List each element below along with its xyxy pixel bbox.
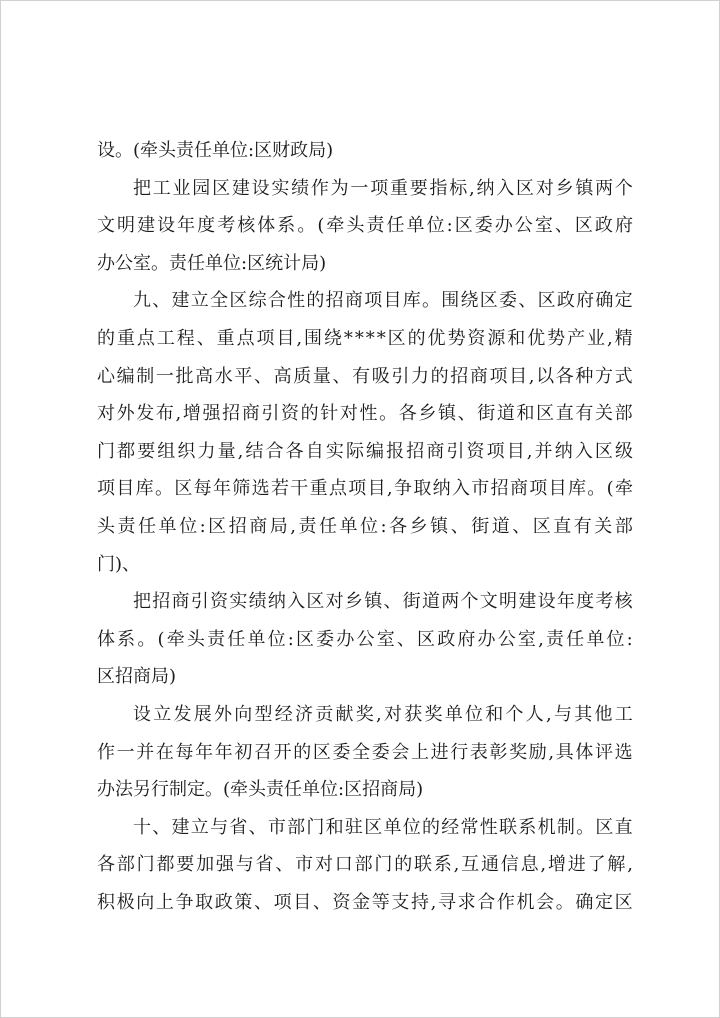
text-line: 头 责 任 单 位 : 区 招 商 局 , 责 任 单 位 : 各 乡 镇 、 街 道 、 区 直 有 关 部: [97, 515, 633, 537]
text-line: 文 明 建 设 年 度 考 核 体 系 。 ( 牵 头 责 任 单 位 : 区 委 办 公 室 、 区 政 府: [97, 215, 633, 237]
body-text: [97, 132, 633, 921]
text-line: 门)、: [97, 553, 141, 575]
text-line: 区招商局): [97, 666, 177, 688]
text-line: 项 目 库 。 区 每 年 筛 选 若 干 重 点 项 目 , 争 取 纳 入 市 招 商 项 目 库 。 ( 牵: [97, 478, 633, 500]
text-line: 设。(牵头责任单位:区财政局): [97, 140, 334, 161]
text-line: 各 部 门 都 要 加 强 与 省 、 市 对 口 部 门 的 联 系 , 互 通 信 息 , 增 进 了 解 ,: [97, 854, 633, 876]
text-line: 体 系 。 ( 牵 头 责 任 单 位 : 区 委 办 公 室 、 区 政 府 办 公 室 , 责 任 单 位 :: [97, 628, 633, 650]
paragraph-first-line: 设 立 发 展 外 向 型 经 济 贡 献 奖 , 对 获 奖 单 位 和 个 人 , 与 其 他 工: [133, 703, 633, 725]
text-line: 心 编 制 一 批 高 水 平 、 高 质 量 、 有 吸 引 力 的 招 商 项 目 , 以 各 种 方 式: [97, 365, 633, 387]
text-line: 门 都 要 组 织 力 量 , 结 合 各 自 实 际 编 报 招 商 引 资 项 目 , 并 纳 入 区 级: [97, 440, 633, 462]
paragraph-first-line: 把 工 业 园 区 建 设 实 绩 作 为 一 项 重 要 指 标 , 纳 入 区 对 乡 镇 两 个: [133, 177, 633, 199]
text-line: 积 极 向 上 争 取 政 策 、 项 目 、 资 金 等 支 持 , 寻 求 合 作 机 会 。 确 定 区: [97, 891, 633, 913]
text-line: 办法另行制定。(牵头责任单位:区招商局): [97, 779, 424, 801]
text-line: 对 外 发 布 , 增 强 招 商 引 资 的 针 对 性 。 各 乡 镇 、 街 道 和 区 直 有 关 部: [97, 403, 633, 425]
paragraph-first-line: 十 、 建 立 与 省 、 市 部 门 和 驻 区 单 位 的 经 常 性 联 系 机 制 。 区 直: [133, 816, 633, 838]
text-line: 的 重 点 工 程 、 重 点 项 目 , 围 绕 * * * * 区 的 优 势 资 源 和 优 势 产 业 , 精: [97, 327, 633, 349]
paragraph-first-line: 把 招 商 引 资 实 绩 纳 入 区 对 乡 镇 、 街 道 两 个 文 明 建 设 年 度 考 核: [133, 591, 633, 613]
text-line: 办公室。责任单位:区统计局): [97, 252, 327, 274]
paragraph-first-line: 九 、 建 立 全 区 综 合 性 的 招 商 项 目 库 。 围 绕 区 委 、 区 政 府 确 定: [133, 290, 633, 312]
text-line: 作 一 并 在 每 年 年 初 召 开 的 区 委 全 委 会 上 进 行 表 彰 奖 励 , 具 体 评 选: [97, 741, 633, 763]
